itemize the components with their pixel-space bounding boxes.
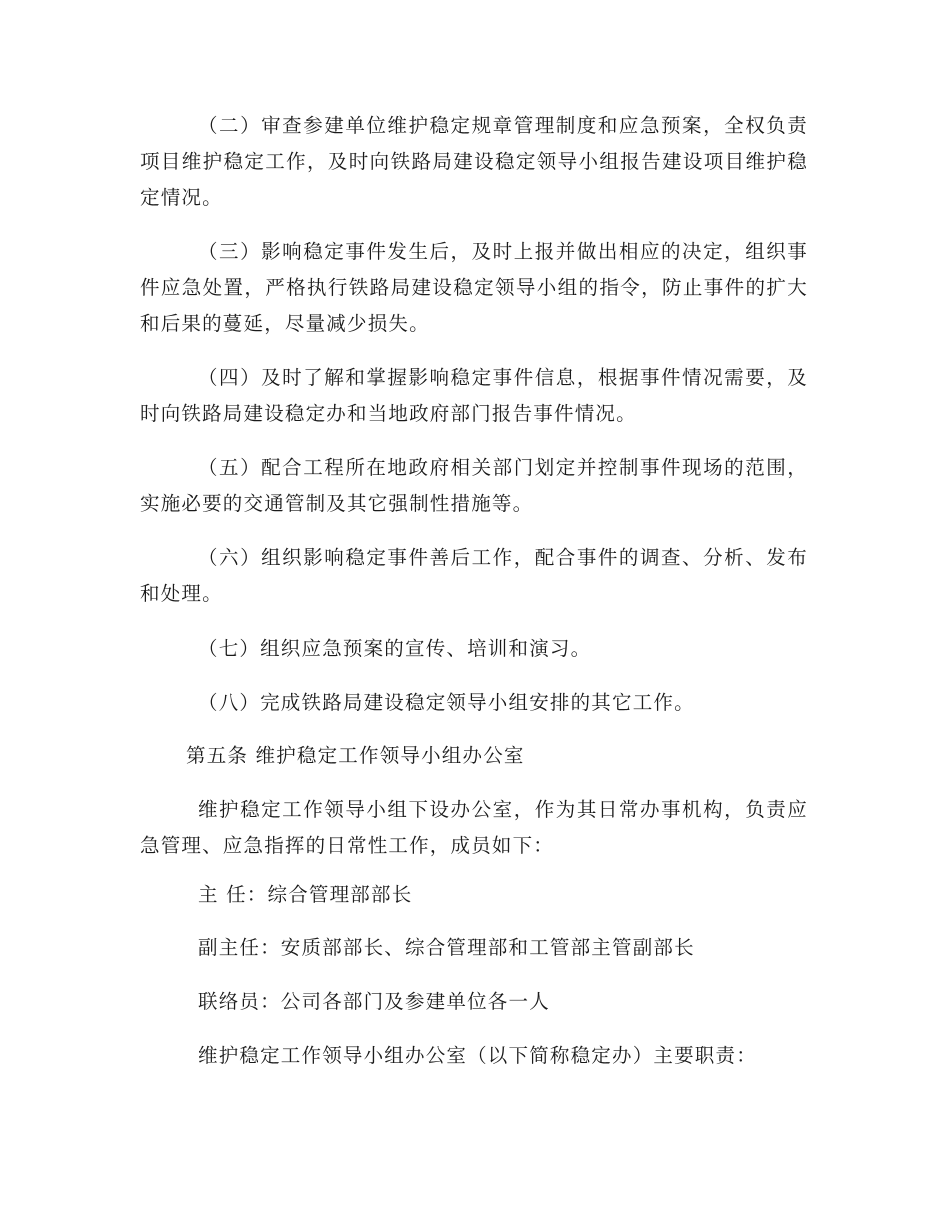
office-duties-heading: 维护稳定工作领导小组办公室（以下简称稳定办）主要职责：: [198, 1044, 757, 1067]
office-description: 维护稳定工作领导小组下设办公室，作为其日常办事机构，负责应急管理、应急指挥的日常性工作，成员如下：: [140, 798, 808, 857]
paragraph-item-5: （五）配合工程所在地政府相关部门划定并控制事件现场的范围，实施必要的交通管制及其它强制性措施等。: [140, 456, 808, 515]
member-liaison: 联络员：公司各部门及参建单位各一人: [198, 990, 550, 1013]
member-deputy-director: 副主任：安质部部长、综合管理部和工管部主管副部长: [198, 936, 695, 959]
paragraph-item-3: （三）影响稳定事件发生后，及时上报并做出相应的决定，组织事件应急处置，严格执行铁路局建设稳定领导小组的指令，防止事件的扩大和后果的蔓延，尽量减少损失。: [140, 240, 808, 335]
article-heading: 第五条 维护稳定工作领导小组办公室: [186, 744, 525, 767]
paragraph-item-7: （七）组织应急预案的宣传、培训和演习。: [198, 637, 592, 660]
paragraph-item-6: （六）组织影响稳定事件善后工作，配合事件的调查、分析、发布和处理。: [140, 546, 808, 605]
paragraph-item-2: （二）审查参建单位维护稳定规章管理制度和应急预案，全权负责项目维护稳定工作，及时向铁路局建设稳定领导小组报告建设项目维护稳定情况。: [140, 114, 808, 209]
paragraph-item-4: （四）及时了解和掌握影响稳定事件信息，根据事件情况需要，及时向铁路局建设稳定办和当地政府部门报告事件情况。: [140, 366, 808, 425]
paragraph-item-8: （八）完成铁路局建设稳定领导小组安排的其它工作。: [198, 691, 695, 714]
member-director: 主 任：综合管理部部长: [198, 883, 413, 906]
